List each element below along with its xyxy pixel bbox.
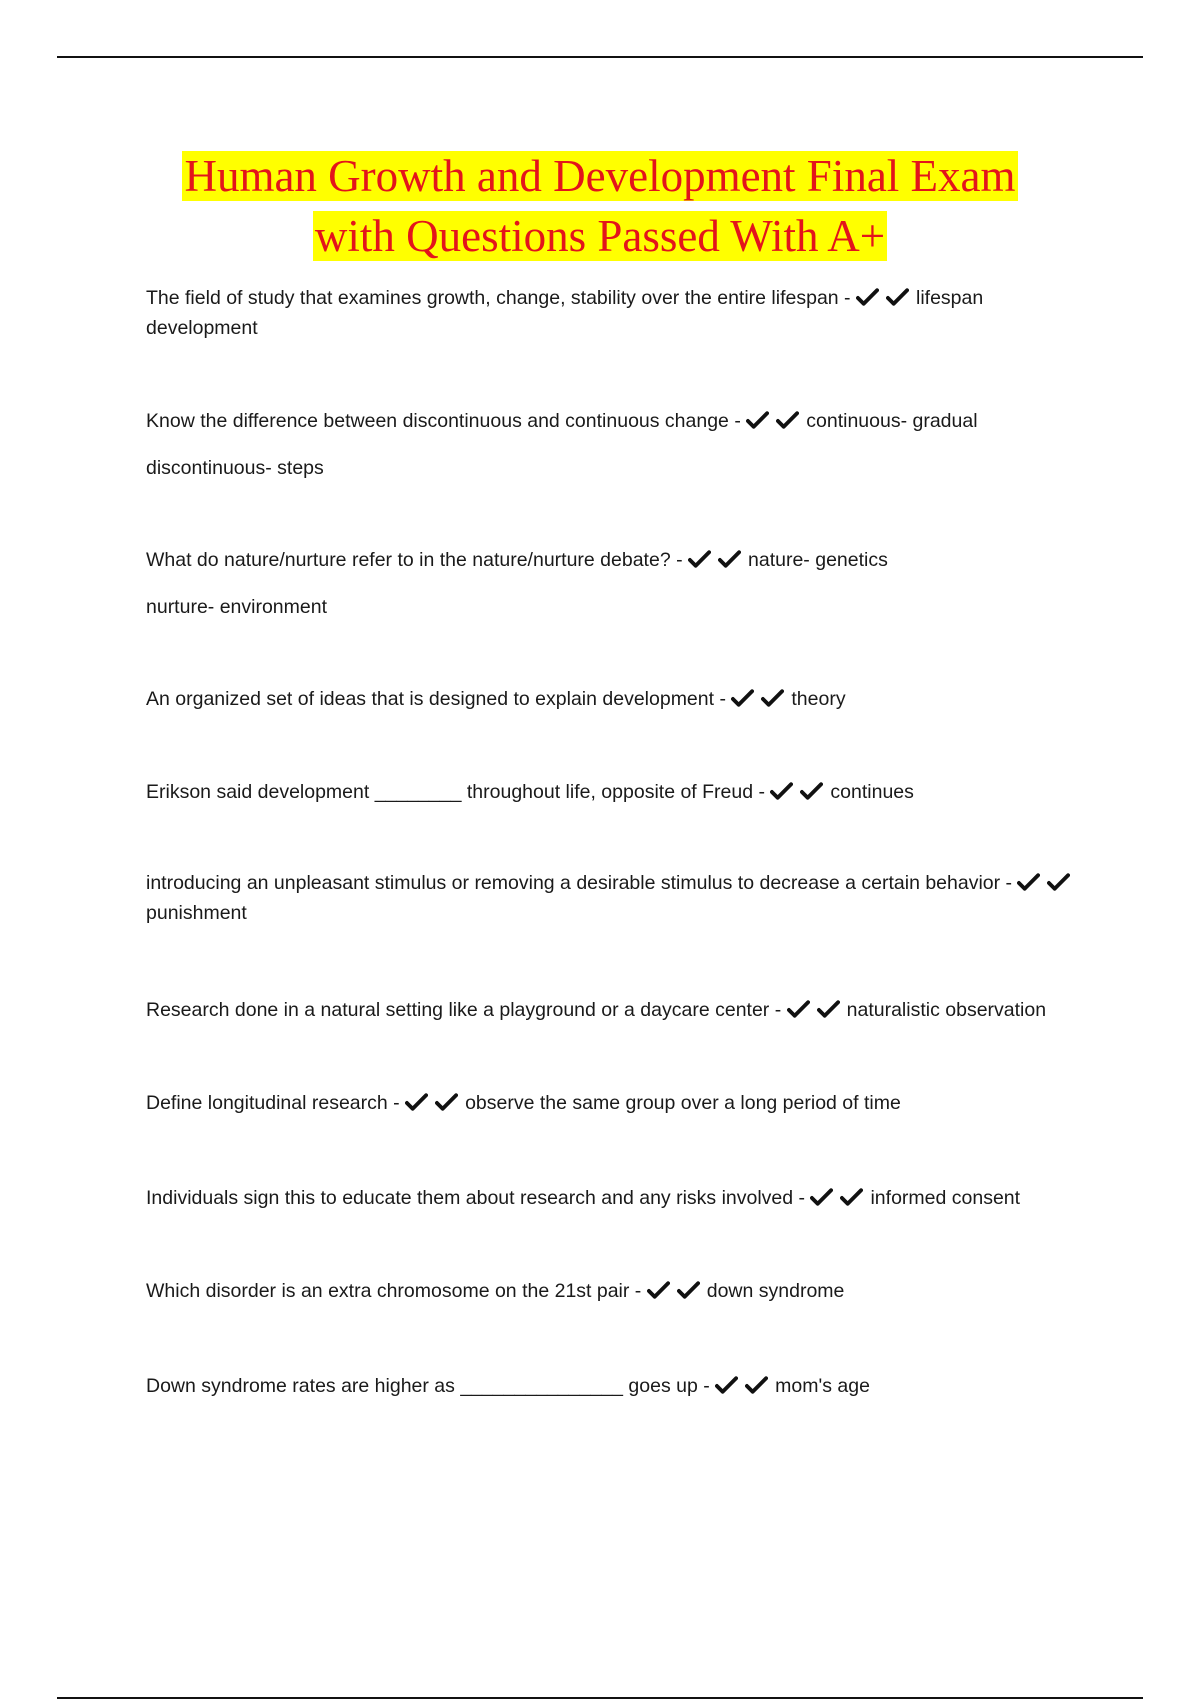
question-text: introducing an unpleasant stimulus or removing a desirable stimulus to decrease a certain behavior — [146, 872, 1001, 894]
check-mark-icon — [817, 999, 840, 1019]
check-mark-icon — [840, 1187, 863, 1207]
check-mark-icon — [405, 1092, 428, 1112]
page-title — [0, 146, 1200, 266]
answer-text: nature- genetics — [748, 549, 888, 571]
answer-line-2: discontinuous- steps — [146, 457, 324, 479]
answer-text: informed consent — [870, 1187, 1021, 1209]
answer-text: punishment — [146, 902, 247, 924]
answer-text: mom's age — [775, 1375, 870, 1397]
separator: - — [769, 999, 787, 1021]
answer-line-2: nurture- environment — [146, 596, 328, 618]
separator: - — [697, 1375, 716, 1397]
question-text: Define longitudinal research — [146, 1092, 388, 1114]
check-mark-icon — [787, 999, 810, 1019]
check-mark-icon — [718, 549, 741, 569]
qa-item — [146, 995, 1086, 1025]
check-marks — [746, 410, 806, 432]
separator: - — [753, 781, 771, 803]
qa-item — [146, 777, 1086, 807]
qa-item — [146, 1088, 1086, 1118]
question-text: What do nature/nurture refer to in the nature/nurture debate? — [146, 549, 671, 571]
check-mark-icon — [776, 410, 799, 430]
separator: - — [793, 1187, 811, 1209]
question-text: Research done in a natural setting like a playground or a daycare center — [146, 999, 770, 1021]
check-mark-icon — [1017, 872, 1040, 892]
check-mark-icon — [746, 410, 769, 430]
answer-text: theory — [791, 688, 846, 710]
separator: - — [387, 1092, 406, 1114]
question-text: Down syndrome rates are higher as _______________ goes up — [146, 1375, 698, 1397]
answer-text: naturalistic observation — [846, 999, 1047, 1021]
answer-text: down syndrome — [706, 1280, 845, 1302]
qa-item — [146, 1371, 1086, 1401]
check-mark-icon — [770, 781, 793, 801]
separator: - — [670, 549, 689, 571]
check-marks — [715, 1375, 775, 1397]
question-text: An organized set of ideas that is designed to explain development — [146, 688, 715, 710]
check-marks — [405, 1092, 465, 1114]
qa-item — [146, 1183, 1086, 1213]
top-rule — [57, 56, 1143, 58]
question-text: Erikson said development ________ throughout life, opposite of Freud — [146, 781, 754, 803]
check-mark-icon — [688, 549, 711, 569]
check-mark-icon — [886, 287, 909, 307]
bottom-rule — [57, 1697, 1143, 1699]
check-mark-icon — [761, 688, 784, 708]
check-marks — [688, 549, 748, 571]
qa-item — [146, 283, 1086, 343]
answer-text: continuous- gradual — [806, 410, 978, 432]
check-mark-icon — [1047, 872, 1070, 892]
check-mark-icon — [800, 781, 823, 801]
answer-text: observe the same group over a long period of time — [465, 1092, 901, 1114]
qa-item — [146, 1276, 1086, 1306]
qa-item — [146, 545, 1086, 575]
check-mark-icon — [435, 1092, 458, 1112]
check-marks — [647, 1280, 707, 1302]
check-mark-icon — [810, 1187, 833, 1207]
title-line-1: Human Growth and Development Final Exam — [184, 151, 1016, 201]
check-marks — [810, 1187, 870, 1209]
check-mark-icon — [745, 1375, 768, 1395]
separator: - — [838, 287, 856, 309]
question-text: Which disorder is an extra chromosome on the 21st pair — [146, 1280, 630, 1302]
qa-item — [146, 868, 1086, 928]
separator: - — [1000, 872, 1018, 894]
check-marks — [1017, 872, 1077, 894]
check-mark-icon — [731, 688, 754, 708]
check-mark-icon — [677, 1280, 700, 1300]
answer-text: lifespan development — [146, 287, 984, 339]
check-mark-icon — [856, 287, 879, 307]
check-marks — [770, 781, 830, 803]
separator: - — [714, 688, 732, 710]
qa-item — [146, 684, 1086, 714]
question-text: Know the difference between discontinuous and continuous change — [146, 410, 729, 432]
check-marks — [787, 999, 847, 1021]
question-text: Individuals sign this to educate them about research and any risks involved — [146, 1187, 794, 1209]
separator: - — [728, 410, 747, 432]
answer-text: continues — [830, 781, 914, 803]
check-mark-icon — [647, 1280, 670, 1300]
separator: - — [629, 1280, 647, 1302]
check-mark-icon — [715, 1375, 738, 1395]
question-text: The field of study that examines growth, change, stability over the entire lifespan — [146, 287, 839, 309]
qa-item — [146, 406, 1086, 436]
check-marks — [731, 688, 791, 710]
check-marks — [856, 287, 916, 309]
title-line-2: with Questions Passed With A+ — [314, 211, 886, 261]
